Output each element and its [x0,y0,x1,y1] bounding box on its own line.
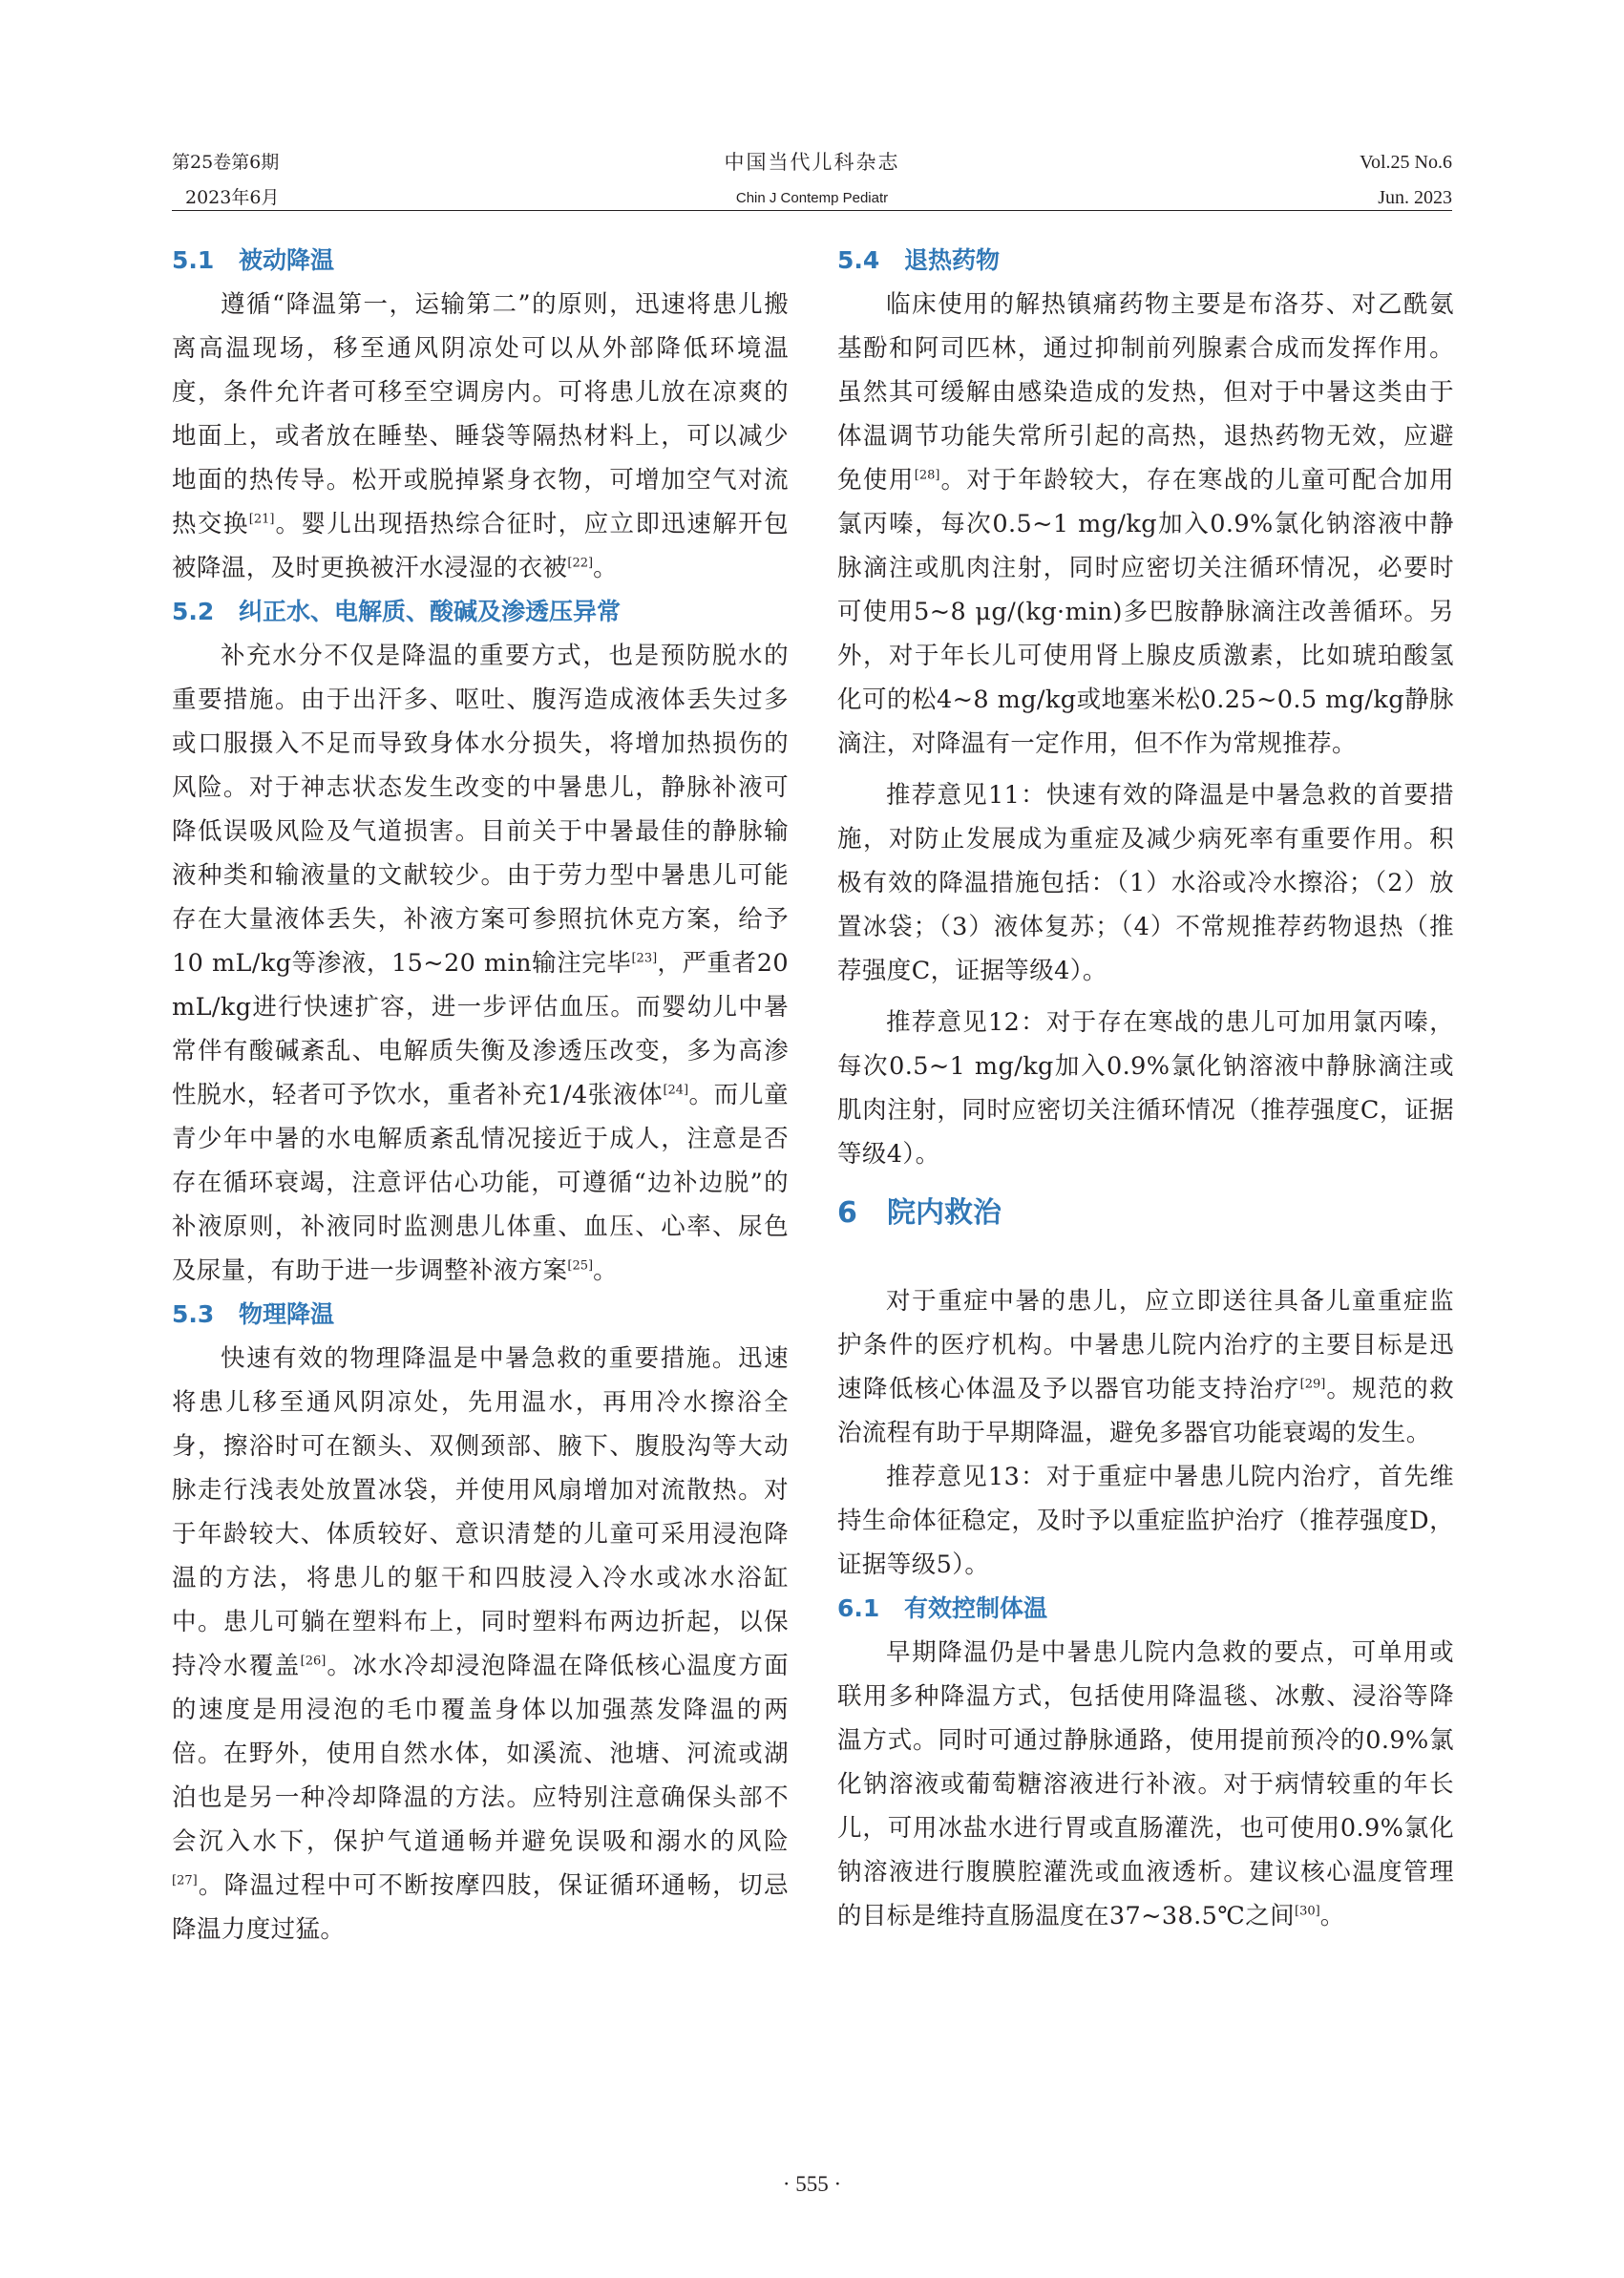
paragraph-5-1 [172,283,789,590]
section-title: 纠正水、电解质、酸碱及渗透压异常 [239,598,622,625]
text-run: 。降温过程中可不断按摩四肢，保证循环通畅，切忌降温力度过猛。 [172,1871,789,1944]
section-number: 5.1 [172,246,215,274]
citation-27: [27] [172,1873,198,1888]
journal-title [172,145,1452,216]
spacer [837,766,1454,773]
section-heading-5-2 [172,590,789,634]
date-cn: 2023年6月 [185,187,280,208]
section-heading-5-4 [837,239,1454,283]
section-number: 5.2 [172,598,215,625]
section-heading-6-1 [837,1587,1454,1631]
spacer [837,993,1454,1001]
text-run: 补充水分不仅是降温的重要方式，也是预防脱水的重要措施。由于出汗多、呕吐、腹泻造成液体丢失过多或口服摄入不足而导致身体水分损失，将增加热损伤的风险。对于神志状态发生改变的中暑患儿，静脉补液可降低误吸风险及气道损害。目前关于中暑最佳的静脉输液种类和输液量的文献较少。由于劳力型中暑患儿可能存在大量液体丢失，补液方案可参照抗休克方案，给予10 mL/kg等渗液，15~20 min输注完毕 [172,642,789,978]
citation-23: [23] [631,951,658,966]
citation-22: [22] [567,556,594,571]
section-number: 6 [837,1196,857,1230]
section-number: 5.4 [837,246,880,274]
text-run: 。而儿童青少年中暑的水电解质紊乱情况接近于成人，注意是否存在循环衰竭，注意评估心功能，可遵循“边补边脱”的补液原则，补液同时监测患儿体重、血压、心率、尿色及尿量，有助于进一步调整补液方案 [172,1081,789,1285]
section-heading-5-1 [172,239,789,283]
text-run: 早期降温仍是中暑患儿院内急救的要点，可单用或联用多种降温方式，包括使用降温毯、冰敷、浸浴等降温方式。同时可通过静脉通路，使用提前预冷的0.9%氯化钠溶液或葡萄糖溶液进行补液。对于病情较重的年长儿，可用冰盐水进行胃或直肠灌洗，也可使用0.9%氯化钠溶液进行腹膜腔灌洗或血液透析。建议核心温度管理的目标是维持直肠温度在37~38.5℃之间 [837,1638,1454,1930]
paragraph-5-4 [837,283,1454,766]
text-run: 。 [593,554,618,582]
header-rule [172,210,1452,211]
text-run: 遵循“降温第一，运输第二”的原则，迅速将患儿搬离高温现场，移至通风阴凉处可以从外部降低环境温度，条件允许者可移至空调房内。可将患儿放在凉爽的地面上，或者放在睡垫、睡袋等隔热材料上，可以减少地面的热传导。松开或脱掉紧身衣物，可增加空气对流热交换 [172,290,789,538]
date-en: Jun. 2023 [1378,187,1452,208]
section-number: 5.3 [172,1300,215,1328]
text-run: 。规范的救治流程有助于早期降温，避免多器官功能衰竭的发生。 [837,1375,1454,1447]
citation-26: [26] [300,1654,327,1669]
text-run: 。对于年龄较大，存在寒战的儿童可配合加用氯丙嗪，每次0.5~1 mg/kg加入0.9%氯化钠溶液中静脉滴注或肌肉注射，同时应密切关注循环情况，必要时可使用5~8 μg/(kg·min)多巴胺静脉滴注改善循环。另外，对于年长儿可使用肾上腺皮质激素，比如琥珀酸氢化可的松4~8 mg/kg或地塞米松0.25~0.5 mg/kg静脉滴注，对降温有一定作用，但不作为常规推荐。 [837,466,1454,758]
citation-28: [28] [914,468,940,483]
recommendation-12: 推荐意见12：对于存在寒战的患儿可加用氯丙嗪，每次0.5~1 mg/kg加入0.9%氯化钠溶液中静脉滴注或肌肉注射，同时应密切关注循环情况（推荐强度C，证据等级4）。 [837,1008,1454,1169]
citation-21: [21] [248,512,275,527]
paragraph-6 [837,1279,1454,1455]
right-column [837,239,1454,1938]
section-number: 6.1 [837,1594,880,1622]
volume-issue-en: Vol.25 No.6 [1360,152,1452,173]
volume-issue-cn: 第25卷第6期 [172,152,280,173]
text-run: 对于重症中暑的患儿，应立即送往具备儿童重症监护条件的医疗机构。中暑患儿院内治疗的主要目标是迅速降低核心体温及予以器官功能支持治疗 [837,1287,1454,1403]
section-title: 院内救治 [887,1196,1002,1230]
paragraph-5-2 [172,634,789,1293]
section-heading-6 [837,1192,1454,1235]
left-column [172,239,789,1951]
spacer [837,1176,1454,1184]
section-title: 有效控制体温 [904,1594,1048,1622]
text-run: 。冰水冷却浸泡降温在降低核心温度方面的速度是用浸泡的毛巾覆盖身体以加强蒸发降温的两倍。在野外，使用自然水体，如溪流、池塘、河流或湖泊也是另一种冷却降温的方法。应特别注意确保头部不会沉入水下，保护气道通畅并避免误吸和溺水的风险 [172,1652,789,1856]
section-title: 被动降温 [239,246,335,274]
text-run: ，严重者20 mL/kg进行快速扩容，进一步评估血压。而婴幼儿中暑常伴有酸碱紊乱、电解质失衡及渗透压改变，多为高渗性脱水，轻者可予饮水，重者补充1/4张液体 [172,949,789,1109]
citation-30: [30] [1295,1904,1320,1919]
journal-issue-en [1360,145,1452,216]
running-header [172,0,1452,212]
text-run: 临床使用的解热镇痛药物主要是布洛芬、对乙酰氨基酚和阿司匹林，通过抑制前列腺素合成而发挥作用。虽然其可缓解由感染造成的发热，但对于中暑这类由于体温调节功能失常所引起的高热，退热药物无效，应避免使用 [837,290,1454,495]
spacer [837,1184,1454,1192]
text-run: 。 [593,1256,618,1285]
citation-24: [24] [663,1083,689,1098]
text-run: 。 [1319,1902,1345,1930]
citation-29: [29] [1299,1377,1326,1392]
citation-25: [25] [567,1258,594,1274]
recommendation-13: 推荐意见13：对于重症中暑患儿院内治疗，首先维持生命体征稳定，及时予以重症监护治疗（推荐强度D，证据等级5）。 [837,1463,1454,1579]
text-run: 快速有效的物理降温是中暑急救的重要措施。迅速将患儿移至通风阴凉处，先用温水，再用冷水擦浴全身，擦浴时可在额头、双侧颈部、腋下、腹股沟等大动脉走行浅表处放置冰袋，并使用风扇增加对流散热。对于年龄较大、体质较好、意识清楚的儿童可采用浸泡降温的方法，将患儿的躯干和四肢浸入冷水或冰水浴缸中。患儿可躺在塑料布上，同时塑料布两边折起，以保持冷水覆盖 [172,1344,789,1680]
journal-title-en: Chin J Contemp Pediatr [735,190,889,206]
page-number: · 555 · [782,2172,842,2196]
text-run: 。婴儿出现捂热综合征时，应立即迅速解开包被降温，及时更换被汗水浸湿的衣被 [172,510,789,582]
recommendation-11: 推荐意见11：快速有效的降温是中暑急救的首要措施，对防止发展成为重症及减少病死率有重要作用。积极有效的降温措施包括：（1）水浴或冷水擦浴；（2）放置冰袋；（3）液体复苏；（4）不常规推荐药物退热（推荐强度C，证据等级4）。 [837,781,1454,985]
section-title: 退热药物 [904,246,1001,274]
paragraph-6-1 [837,1631,1454,1938]
journal-title-cn: 中国当代儿科杂志 [724,151,900,174]
section-title: 物理降温 [239,1300,335,1328]
section-heading-5-3 [172,1293,789,1337]
spacer [837,1235,1454,1279]
paragraph-5-3 [172,1337,789,1951]
